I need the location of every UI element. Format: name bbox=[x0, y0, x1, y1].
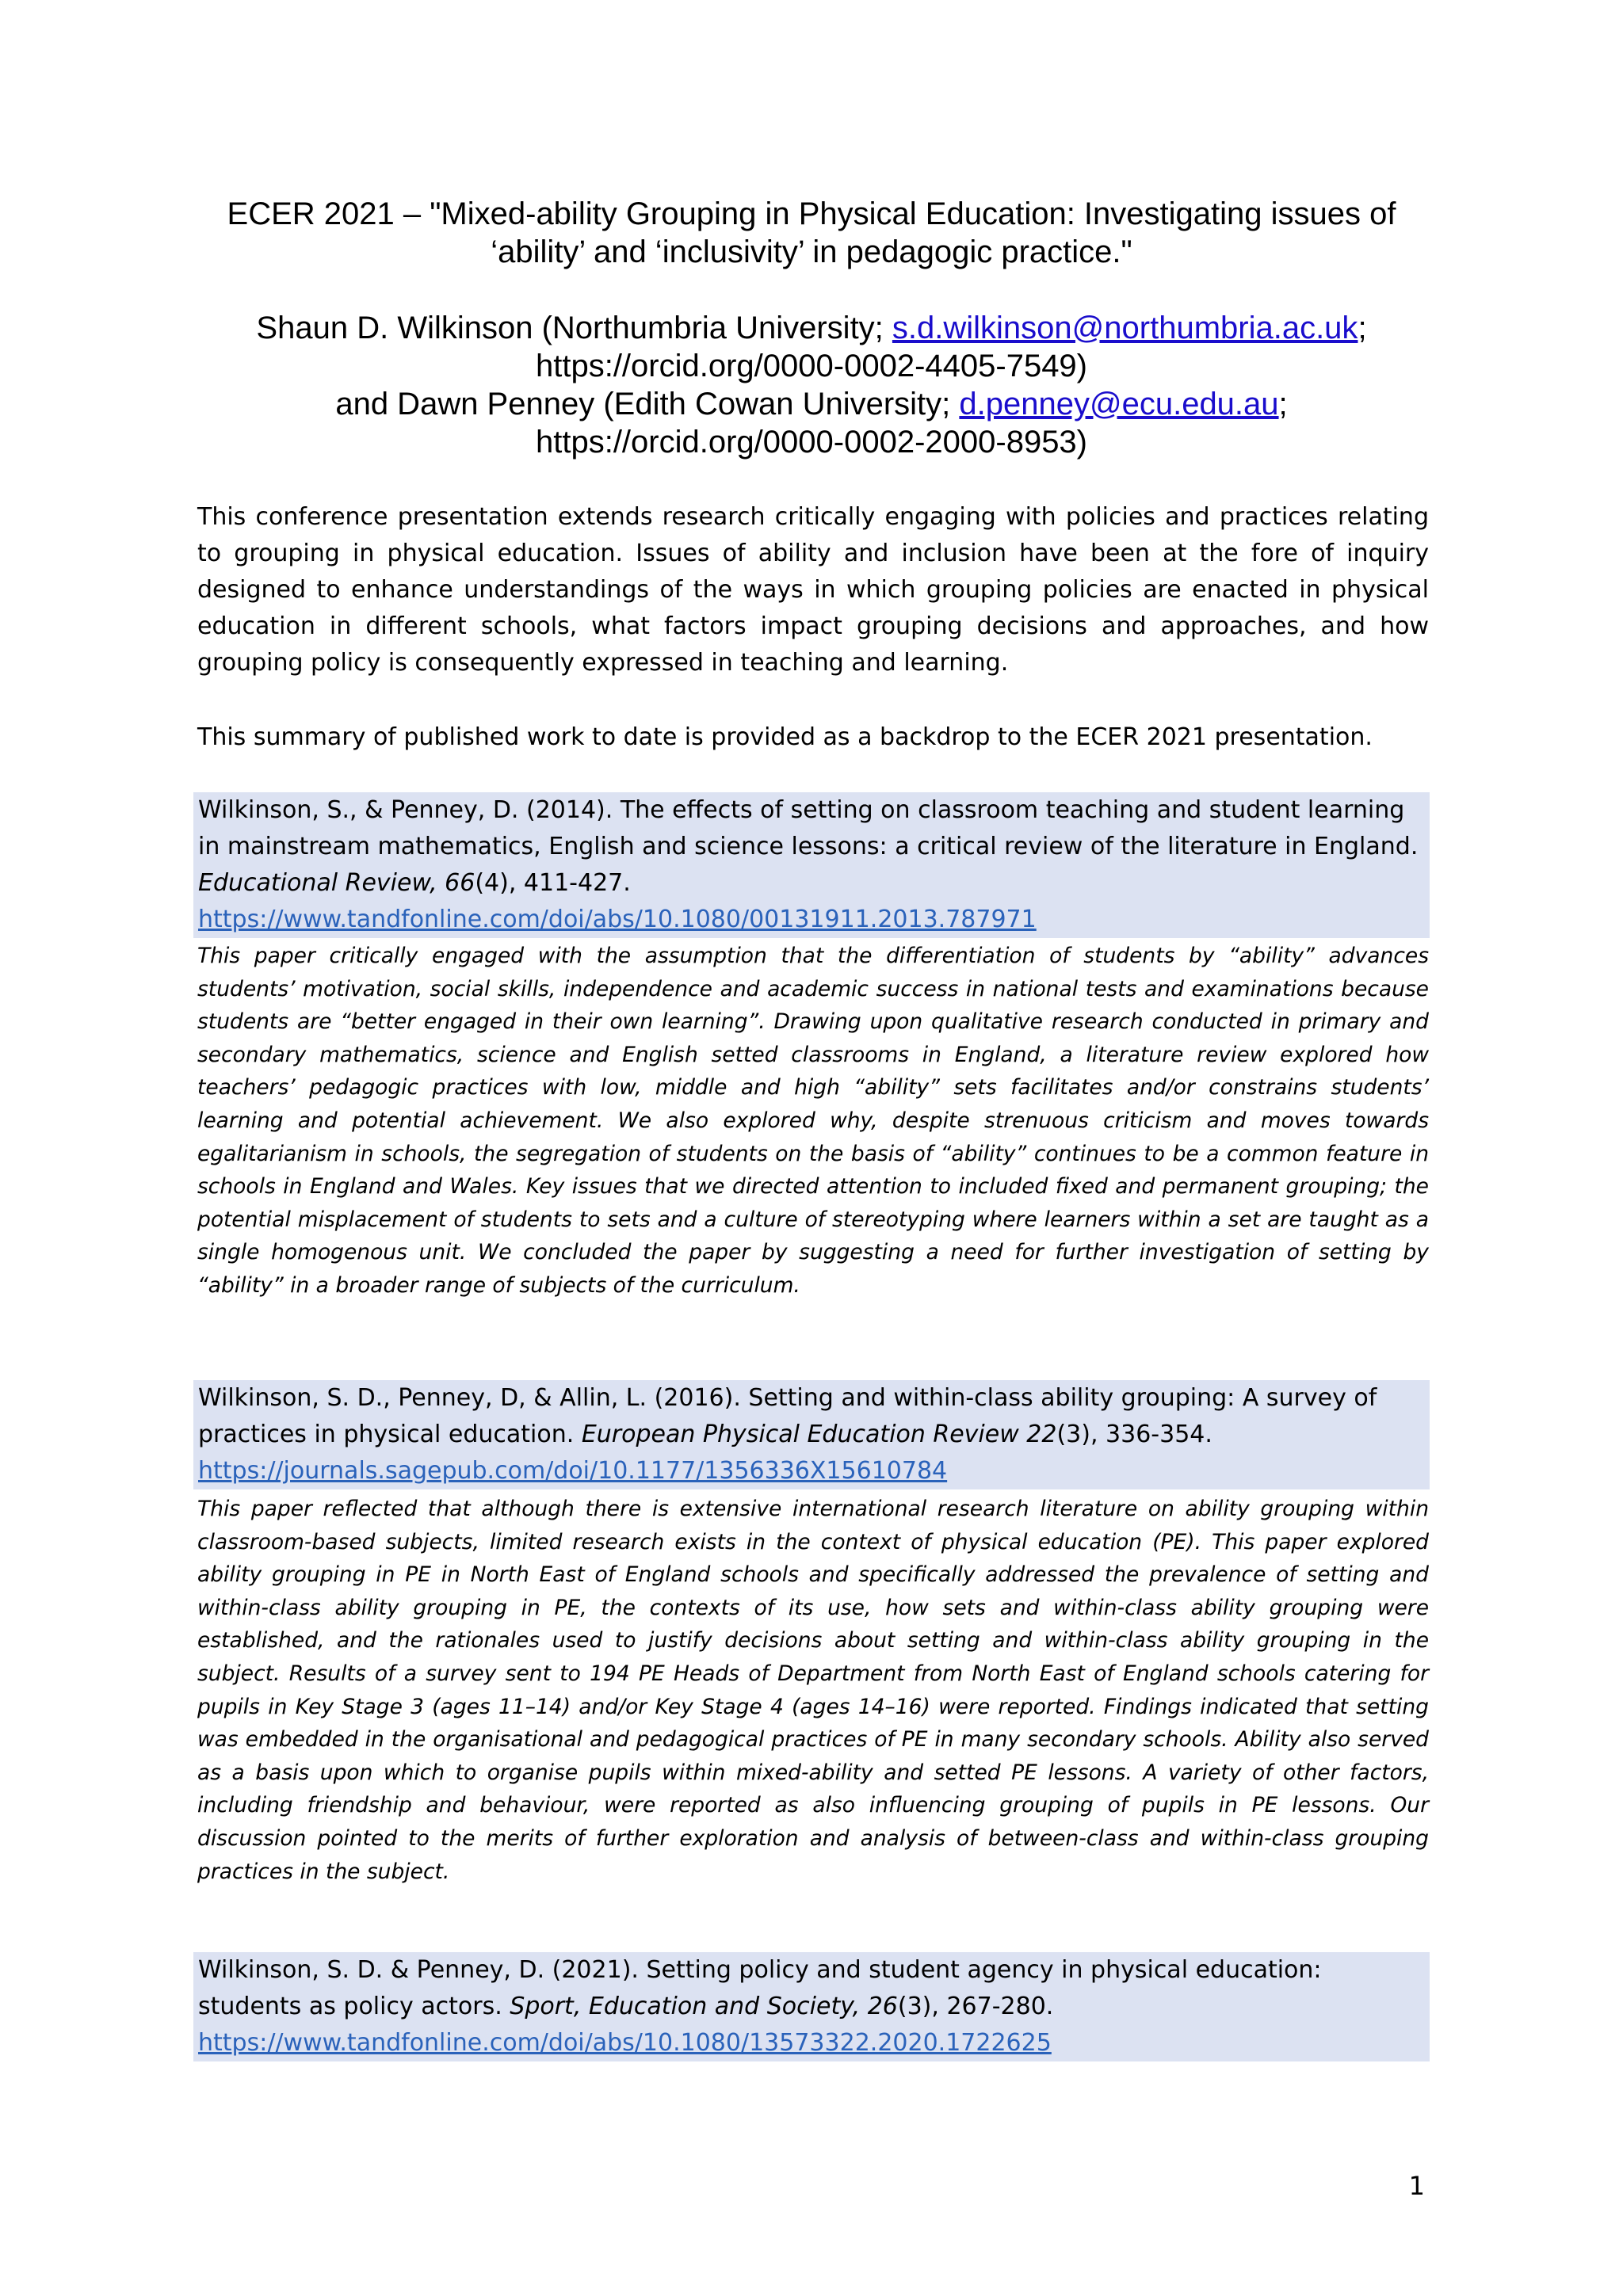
author-1-name: Shaun D. Wilkinson (Northumbria University; bbox=[256, 311, 892, 345]
reference-3-citation: Wilkinson, S. D. & Penney, D. (2021). Setting policy and student agency in physical education: students as policy actors. bbox=[198, 1956, 1322, 2020]
reference-1 bbox=[193, 792, 1430, 938]
intro-paragraph: This conference presentation extends research critically engaging with policies and practices relating to grouping in physical education. Issues of ability and inclusion have been at the fore of inquiry designed to enhance understandings of the ways in which grouping policies are enacted in physical education in different schools, what factors impact grouping decisions and approaches, and how grouping policy is consequently expressed in teaching and learning. bbox=[197, 503, 1429, 677]
reference-3-issue: (3), 267-280. bbox=[897, 1993, 1054, 2020]
author-1-separator: ; bbox=[1358, 311, 1367, 345]
author-block bbox=[190, 309, 1433, 461]
author-2-line bbox=[190, 385, 1433, 423]
author-2-orcid: https://orcid.org/0000-0002-2000-8953) bbox=[535, 425, 1087, 460]
reference-2-url-link[interactable]: https://journals.sagepub.com/doi/10.1177/1356336X15610784 bbox=[198, 1457, 948, 1485]
reference-1-citation: Wilkinson, S., & Penney, D. (2014). The effects of setting on classroom teaching and student learning in mainstream mathematics, English and science lessons: a critical review of the literature in England. bbox=[198, 796, 1419, 860]
reference-2-abstract: This paper reflected that although there is extensive international research literature on ability grouping within classroom-based subjects, limited research exists in the context of physical education (PE). This paper explored ability grouping in PE in North East of England schools and specifically addressed the prevalence of setting and within-class ability grouping in PE, the contexts of its use, how sets and within-class ability grouping were established, and the rationales used to justify decisions about setting and within-class ability grouping in the subject. Results of a survey sent to 194 PE Heads of Department from North East of England schools catering for pupils in Key Stage 3 (ages 11–14) and/or Key Stage 4 (ages 14–16) were reported. Findings indicated that setting was embedded in the organisational and pedagogical practices of PE in many secondary schools. Ability also served as a basis upon which to organise pupils within mixed-ability and setted PE lessons. A variety of other factors, including friendship and behaviour, were reported as also influencing grouping of pupils in PE lessons. Our discussion pointed to the merits of further exploration and analysis of between-class and within-class grouping practices in the subject. bbox=[197, 1497, 1429, 1884]
reference-2-citation: Wilkinson, S. D., Penney, D, & Allin, L. (2016). Setting and within-class ability grouping: A survey of practices in physical education. bbox=[198, 1384, 1377, 1448]
reference-3 bbox=[193, 1952, 1430, 2061]
reference-2-issue: (3), 336-354. bbox=[1056, 1421, 1212, 1448]
author-2-email-link[interactable]: d.penney@ecu.edu.au bbox=[959, 387, 1279, 421]
reference-1-abstract: This paper critically engaged with the assumption that the differentiation of students by “ability” advances students’ motivation, social skills, independence and academic success in national tests and examinations because students are “better engaged in their own learning”. Drawing upon qualitative research conducted in primary and secondary mathematics, science and English setted classrooms in England, a literature review explored how teachers’ pedagogic practices with low, middle and high “ability” sets facilitates and/or constrains students’ learning and potential achievement. We also explored why, despite strenuous criticism and moves towards egalitarianism in schools, the segregation of students on the basis of “ability” continues to be a common feature in schools in England and Wales. Key issues that we directed attention to included fixed and permanent grouping; the potential misplacement of students to sets and a culture of stereotyping where learners within a set are taught as a single homogenous unit. We concluded the paper by suggesting a need for further investigation of setting by “ability” in a broader range of subjects of the curriculum. bbox=[197, 944, 1429, 1298]
reference-1-issue: (4), 411-427. bbox=[475, 869, 631, 897]
author-1-email-link[interactable]: s.d.wilkinson@northumbria.ac.uk bbox=[892, 311, 1358, 345]
author-1-orcid: https://orcid.org/0000-0002-4405-7549) bbox=[535, 349, 1087, 383]
reference-3-url-link[interactable]: https://www.tandfonline.com/doi/abs/10.1080/13573322.2020.1722625 bbox=[198, 2029, 1052, 2057]
reference-1-url-link[interactable]: https://www.tandfonline.com/doi/abs/10.1080/00131911.2013.787971 bbox=[198, 906, 1037, 933]
reference-2-journal: European Physical Education Review 22 bbox=[581, 1421, 1057, 1448]
author-2-separator: ; bbox=[1278, 387, 1288, 421]
reference-2 bbox=[193, 1380, 1430, 1489]
author-2-name: and Dawn Penney (Edith Cowan University; bbox=[335, 387, 960, 421]
reference-1-journal: Educational Review, 66 bbox=[198, 869, 475, 897]
author-1-line bbox=[190, 309, 1433, 347]
reference-3-journal: Sport, Education and Society, 26 bbox=[510, 1993, 898, 2020]
document-title: ECER 2021 – "Mixed-ability Grouping in Physical Education: Investigating issues of ‘ability’ and ‘inclusivity’ in pedagogic practice." bbox=[227, 196, 1396, 269]
page-number: 1 bbox=[1408, 2171, 1425, 2201]
summary-paragraph: This summary of published work to date is provided as a backdrop to the ECER 2021 presentation. bbox=[197, 723, 1373, 751]
